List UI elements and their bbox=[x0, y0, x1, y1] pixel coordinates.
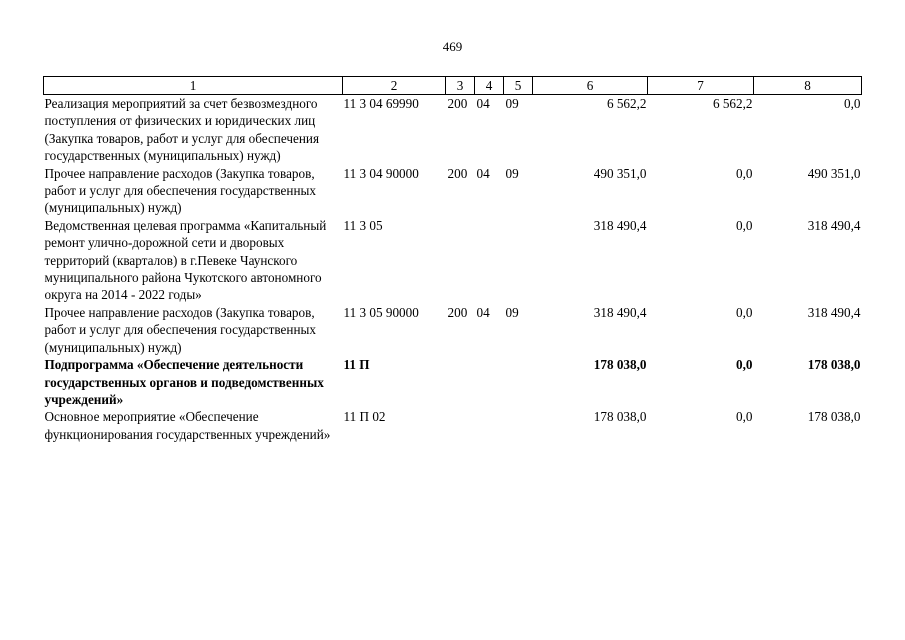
amount-col7: 0,0 bbox=[736, 304, 753, 320]
subsection-code bbox=[504, 408, 533, 443]
expense-name: Прочее направление расходов (Закупка товаров, работ и услуг для обеспечения государственных (муниципальных) нужд) bbox=[44, 304, 316, 355]
subsection-code: 09 bbox=[505, 304, 519, 320]
subsection-code bbox=[504, 356, 533, 408]
section-code: 04 bbox=[476, 165, 490, 181]
amount-col8: 490 351,0 bbox=[807, 165, 861, 181]
expense-type-code: 200 bbox=[447, 304, 468, 320]
column-header: 7 bbox=[648, 77, 754, 95]
amount-total: 318 490,4 bbox=[593, 217, 647, 233]
expense-name: Ведомственная целевая программа «Капитальный ремонт улично-дорожной сети и дворовых территорий (кварталов) в г.Певеке Чаунского муниципального района Чукотского автономного округа на 2014 - 2022 годы» bbox=[44, 217, 327, 303]
amount-total: 178 038,0 bbox=[593, 409, 647, 425]
expense-type-code: 200 bbox=[447, 96, 468, 111]
table-row bbox=[44, 304, 862, 356]
subsection-code bbox=[504, 217, 533, 304]
subsection-code: 09 bbox=[505, 96, 519, 111]
amount-col7: 0,0 bbox=[736, 165, 753, 181]
table-row bbox=[44, 165, 862, 217]
column-header: 3 bbox=[446, 77, 475, 95]
expense-type-code bbox=[446, 408, 475, 443]
table-row bbox=[44, 217, 862, 304]
subsection-code: 09 bbox=[505, 165, 519, 181]
classification-code: 11 3 05 90000 bbox=[343, 304, 419, 320]
classification-code: 11 П bbox=[343, 357, 370, 373]
expense-type-code bbox=[446, 356, 475, 408]
amount-col7: 0,0 bbox=[736, 217, 753, 233]
amount-col8: 0,0 bbox=[844, 96, 861, 111]
amount-total: 178 038,0 bbox=[593, 357, 647, 373]
amount-col8: 318 490,4 bbox=[807, 217, 861, 233]
table-row bbox=[44, 95, 862, 165]
expense-name: Прочее направление расходов (Закупка товаров, работ и услуг для обеспечения государственных (муниципальных) нужд) bbox=[44, 165, 316, 216]
column-header: 8 bbox=[754, 77, 862, 95]
classification-code: 11 П 02 bbox=[343, 409, 386, 425]
amount-col7: 0,0 bbox=[736, 409, 753, 425]
budget-table bbox=[43, 76, 862, 443]
section-code: 04 bbox=[476, 96, 490, 111]
table-row bbox=[44, 408, 862, 443]
classification-code: 11 3 05 bbox=[343, 217, 383, 233]
column-header: 6 bbox=[533, 77, 648, 95]
page-number: 469 bbox=[442, 39, 463, 54]
expense-name: Подпрограмма «Обеспечение деятельности государственных органов и подведомственных учреждений» bbox=[44, 357, 324, 407]
amount-col8: 178 038,0 bbox=[807, 409, 861, 425]
section-code bbox=[475, 217, 504, 304]
expense-name: Реализация мероприятий за счет безвозмездного поступления от физических и юридических лиц (Закупка товаров, работ и услуг для обеспечения государственных (муниципальных) нужд) bbox=[44, 96, 320, 164]
classification-code: 11 3 04 69990 bbox=[343, 96, 419, 111]
amount-col8: 178 038,0 bbox=[807, 357, 861, 373]
expense-name: Основное мероприятие «Обеспечение функционирования государственных учреждений» bbox=[44, 409, 331, 442]
column-header: 5 bbox=[504, 77, 533, 95]
classification-code: 11 3 04 90000 bbox=[343, 165, 419, 181]
table-header-row bbox=[44, 77, 862, 95]
amount-col7: 0,0 bbox=[736, 357, 753, 373]
column-header: 1 bbox=[44, 77, 343, 95]
section-code bbox=[475, 408, 504, 443]
amount-total: 6 562,2 bbox=[606, 96, 647, 111]
column-header: 4 bbox=[475, 77, 504, 95]
amount-total: 490 351,0 bbox=[593, 165, 647, 181]
table-row-subprogram bbox=[44, 356, 862, 408]
section-code: 04 bbox=[476, 304, 490, 320]
column-header: 2 bbox=[343, 77, 446, 95]
amount-total: 318 490,4 bbox=[593, 304, 647, 320]
expense-type-code: 200 bbox=[447, 165, 468, 181]
expense-type-code bbox=[446, 217, 475, 304]
amount-col8: 318 490,4 bbox=[807, 304, 861, 320]
section-code bbox=[475, 356, 504, 408]
amount-col7: 6 562,2 bbox=[712, 96, 753, 111]
